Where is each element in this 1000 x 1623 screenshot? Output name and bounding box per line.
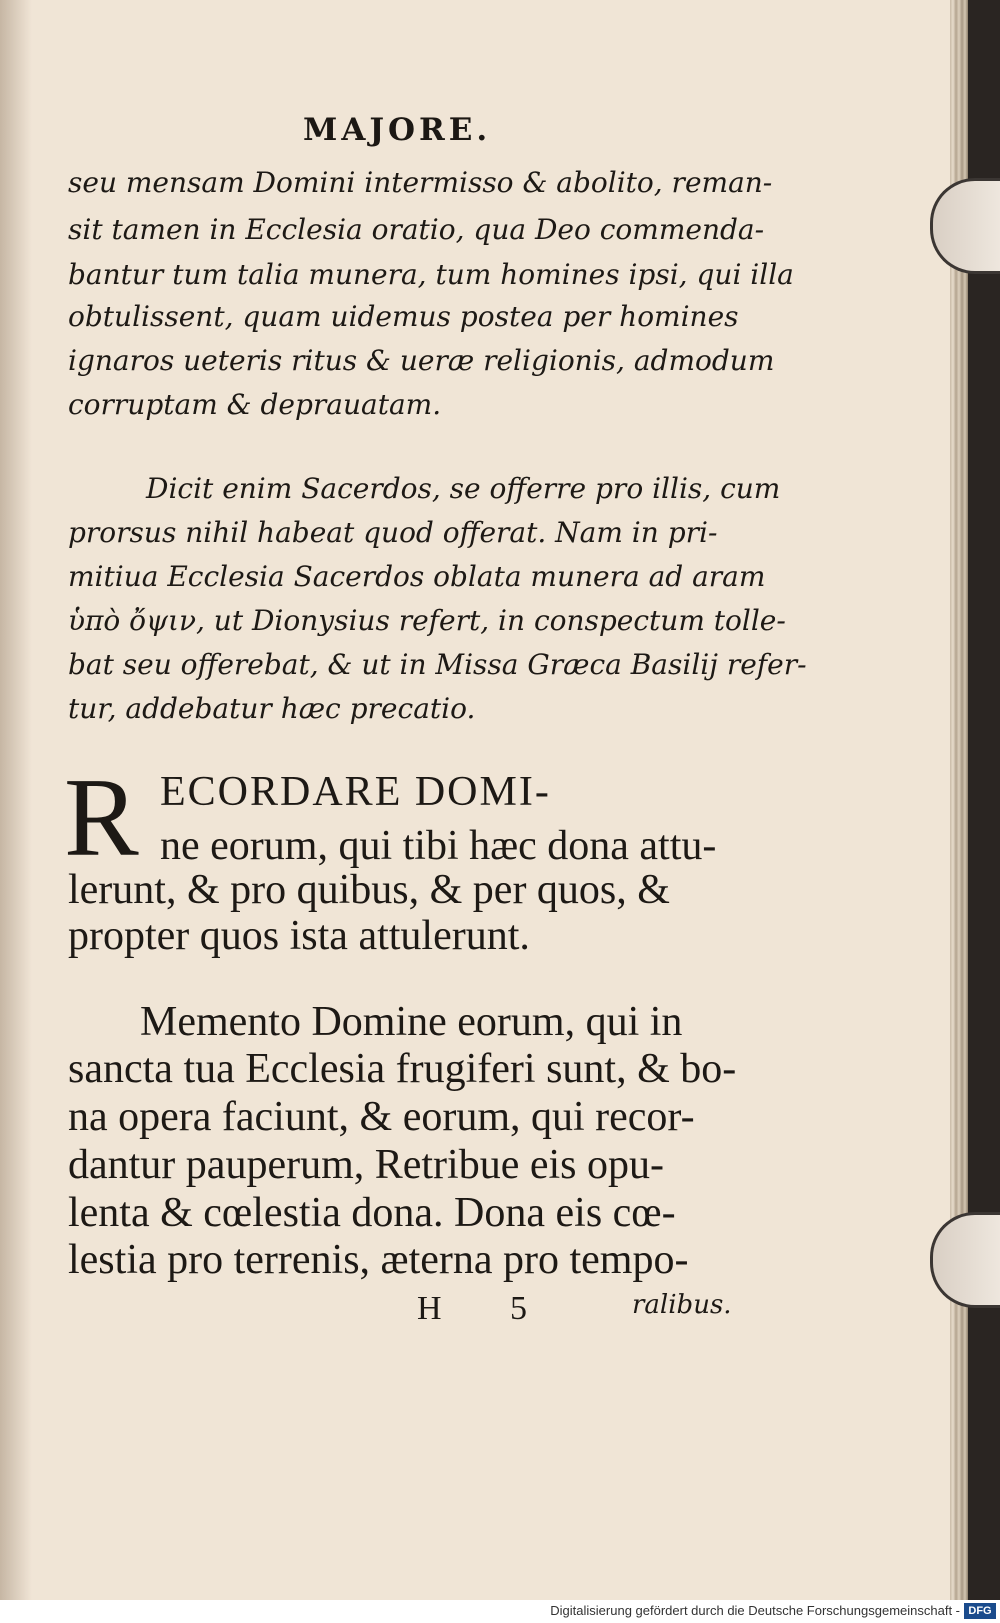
text-line: na opera faciunt, & eorum, qui recor- <box>68 1094 695 1140</box>
text-line: lestia pro terrenis, æterna pro tempo- <box>68 1237 689 1283</box>
text-line: lenta & cœlestia dona. Dona eis cœ- <box>68 1190 676 1236</box>
text-line: bantur tum talia munera, tum homines ipsi, qui illa <box>68 258 794 291</box>
text-line: bat seu offerebat, & ut in Missa Græca Basilij refer- <box>68 648 807 681</box>
credit-bar <box>0 1600 1000 1623</box>
text-line: tur, addebatur hæc precatio. <box>68 692 476 725</box>
text-line: sit tamen in Ecclesia oratio, qua Deo commenda- <box>68 213 765 246</box>
text-line: dantur pauperum, Retribue eis opu- <box>68 1142 664 1188</box>
signature-mark: H 5 <box>417 1290 558 1327</box>
text-line: ignaros ueteris ritus & ueræ religionis, admodum <box>68 344 775 377</box>
text-line: ECORDARE DOMI- <box>160 769 551 815</box>
dfg-logo: DFG <box>964 1603 996 1619</box>
text-line: ne eorum, qui tibi hæc dona attu- <box>160 823 717 869</box>
text-line: obtulissent, quam uidemus postea per homines <box>68 300 739 333</box>
running-head: MAJORE. <box>303 112 492 148</box>
text-line: corruptam & deprauatam. <box>68 388 442 421</box>
credit-text: Digitalisierung gefördert durch die Deutsche Forschungsgemeinschaft - <box>550 1603 960 1618</box>
text-line: propter quos ista attulerunt. <box>68 913 530 959</box>
text-line: ὑπὸ ὄψιν, ut Dionysius refert, in conspectum tolle- <box>68 604 786 637</box>
text-line: prorsus nihil habeat quod offerat. Nam in pri- <box>68 516 718 549</box>
text-line: seu mensam Domini intermisso & abolito, reman- <box>68 166 773 199</box>
catchword: ralibus. <box>632 1290 732 1320</box>
drop-capital: R <box>64 756 139 880</box>
text-line: Memento Domine eorum, qui in <box>140 999 683 1045</box>
text-line: Dicit enim Sacerdos, se offerre pro illis, cum <box>146 472 781 505</box>
text-line: mitiua Ecclesia Sacerdos oblata munera ad aram <box>68 560 766 593</box>
gutter-shadow <box>0 0 32 1600</box>
text-line: lerunt, & pro quibus, & per quos, & <box>68 867 670 913</box>
text-line: sancta tua Ecclesia frugiferi sunt, & bo- <box>68 1046 737 1092</box>
